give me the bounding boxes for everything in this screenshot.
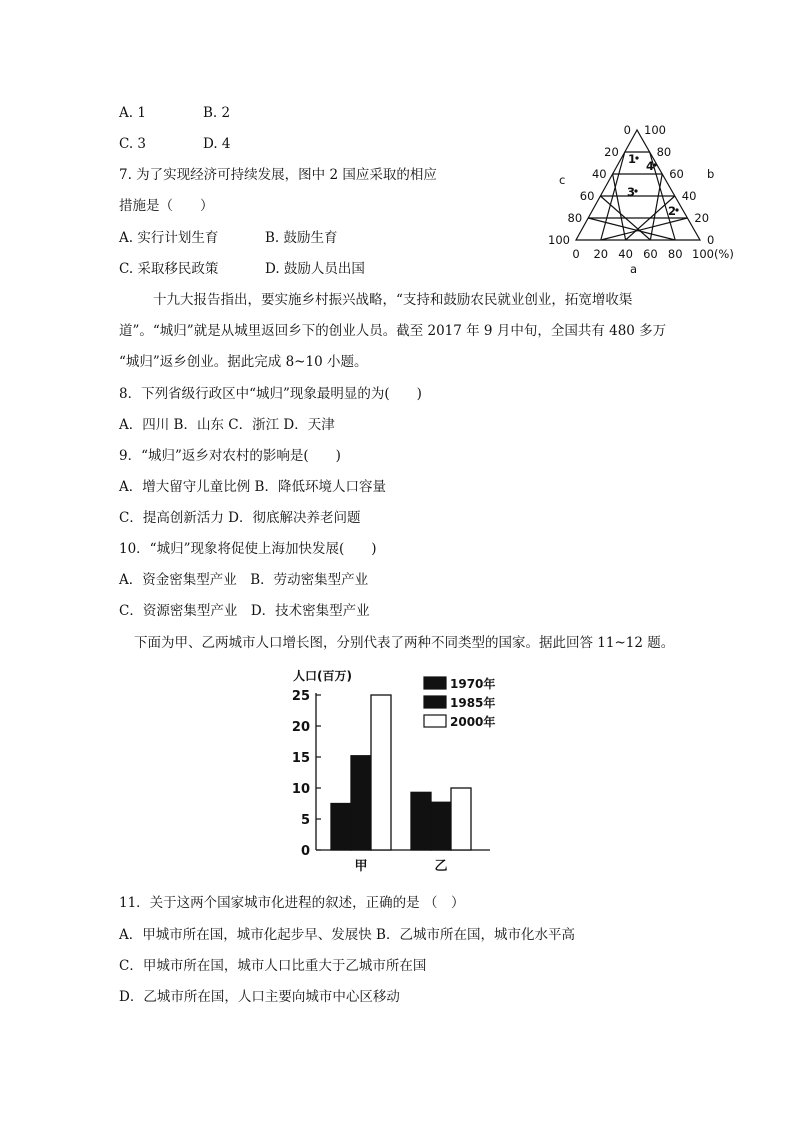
left-tick-label: 60 <box>579 189 595 203</box>
ternary-grid <box>576 130 700 240</box>
bar <box>351 756 371 850</box>
q9-options-cd: C．提高创新活力 D．彻底解决养老问题 <box>119 510 361 526</box>
q11-stem: 11．关于这两个国家城市化进程的叙述，正确的是 （ ） <box>119 895 465 911</box>
country-point-label: 3 <box>627 185 636 199</box>
q10-stem: 10．“城归”现象将促使上海加快发展( ) <box>119 541 377 557</box>
passage1-line1: 十九大报告指出，要实施乡村振兴战略，“支持和鼓励农民就业创业，拓宽增收渠 <box>153 292 633 308</box>
legend-label: 1985年 <box>450 696 496 710</box>
passage2: 下面为甲、乙两城市人口增长图，分别代表了两种不同类型的国家。据此回答 11~12 题。 <box>134 635 675 651</box>
bar <box>431 802 451 850</box>
q7-option-b: B. 鼓励生育 <box>265 230 338 246</box>
q6-option-d: D. 4 <box>203 136 231 152</box>
bar <box>331 804 351 851</box>
left-tick-label: 100 <box>548 233 570 247</box>
country-point-label: 2 <box>668 204 677 218</box>
grid-line <box>650 174 662 240</box>
q7-options-cd <box>119 260 365 278</box>
q7-option-d: D. 鼓励人员出国 <box>265 261 365 277</box>
q10-options-cd: C．资源密集型产业 D．技术密集型产业 <box>119 603 370 619</box>
q7-option-a: A. 实行计划生育 <box>119 230 219 246</box>
right-tick-label: 20 <box>694 211 710 225</box>
right-tick-label: 100 <box>644 123 666 137</box>
chart-ylabel: 人口(百万) <box>293 669 352 683</box>
bottom-tick-label: 40 <box>618 247 633 261</box>
ternary-diagram <box>540 108 780 278</box>
y-tick-label: 15 <box>291 751 310 766</box>
q7-stem-line1: 7. 为了实现经济可持续发展，图中 2 国应采取的相应 <box>119 167 437 183</box>
q6-option-c: C. 3 <box>119 136 147 152</box>
legend-swatch <box>424 677 446 689</box>
q9-stem: 9．“城归”返乡对农村的影响是( ) <box>119 448 341 464</box>
right-tick-label: 60 <box>669 167 684 181</box>
left-tick-label: 0 <box>623 123 631 137</box>
bottom-tick-label: 100(%) <box>692 247 734 261</box>
x-category-label: 甲 <box>354 859 368 874</box>
q7-option-c: C. 采取移民政策 <box>119 261 219 277</box>
bottom-tick-label: 0 <box>572 247 580 261</box>
q6-options-cd <box>119 135 231 153</box>
y-tick-label: 25 <box>291 689 310 704</box>
left-tick-label: 20 <box>604 145 619 159</box>
q11-option-d: D．乙城市所在国，人口主要向城市中心区移动 <box>119 989 400 1005</box>
grid-line <box>613 174 626 240</box>
country-point-label: 1 <box>628 152 637 166</box>
q6-option-b: B. 2 <box>203 105 231 121</box>
bar <box>371 695 391 850</box>
passage1-line3: “城归”返乡创业。据此完成 8~10 小题。 <box>119 354 368 370</box>
right-tick-label: 40 <box>681 189 697 203</box>
q8-stem: 8．下列省级行政区中“城归”现象最明显的为( ) <box>119 386 422 402</box>
bottom-tick-label: 60 <box>643 247 658 261</box>
bar <box>451 788 471 850</box>
q11-option-c: C．甲城市所在国，城市人口比重大于乙城市所在国 <box>119 958 427 974</box>
right-tick-label: 0 <box>707 233 715 247</box>
q7-stem-line2: 措施是（ ） <box>119 198 214 214</box>
y-tick-label: 20 <box>291 720 310 735</box>
q10-options-ab: A．资金密集型产业 B．劳动密集型产业 <box>119 572 369 588</box>
chart-legend <box>424 676 495 729</box>
axis-a-label: a <box>630 262 638 276</box>
q8-options: A．四川 B．山东 C．浙江 D．天津 <box>119 417 335 433</box>
q11-options-ab: A．甲城市所在国，城市化起步早、发展快 B．乙城市所在国，城市化水平高 <box>119 927 575 943</box>
right-tick-label: 80 <box>656 145 672 159</box>
q7-options-ab <box>119 229 338 247</box>
legend-label: 2000年 <box>450 715 496 729</box>
y-tick-label: 5 <box>300 813 310 828</box>
axis-b-label: b <box>707 167 715 181</box>
country-point-label: 4 <box>646 159 655 173</box>
axis-c-label: c <box>559 173 566 187</box>
passage1-line2: 道”。“城归”就是从城里返回乡下的创业人员。截至 2017 年 9 月中旬，全国共有 480 多万 <box>119 323 667 339</box>
bottom-tick-label: 20 <box>593 247 609 261</box>
x-category-label: 乙 <box>434 859 448 874</box>
triangle-outline <box>576 130 700 240</box>
population-bar-chart <box>280 662 520 882</box>
left-tick-label: 40 <box>591 167 607 181</box>
bar <box>411 792 431 850</box>
q6-options-ab <box>119 104 230 122</box>
legend-label: 1970年 <box>450 677 496 691</box>
left-tick-label: 80 <box>567 211 583 225</box>
q9-options-ab: A．增大留守儿童比例 B．降低环境人口容量 <box>119 479 386 495</box>
legend-swatch <box>424 696 446 708</box>
bottom-tick-label: 80 <box>667 247 683 261</box>
y-tick-label: 0 <box>300 844 310 859</box>
y-tick-label: 10 <box>291 782 310 797</box>
legend-swatch <box>424 715 446 727</box>
q6-option-a: A. 1 <box>119 105 146 121</box>
